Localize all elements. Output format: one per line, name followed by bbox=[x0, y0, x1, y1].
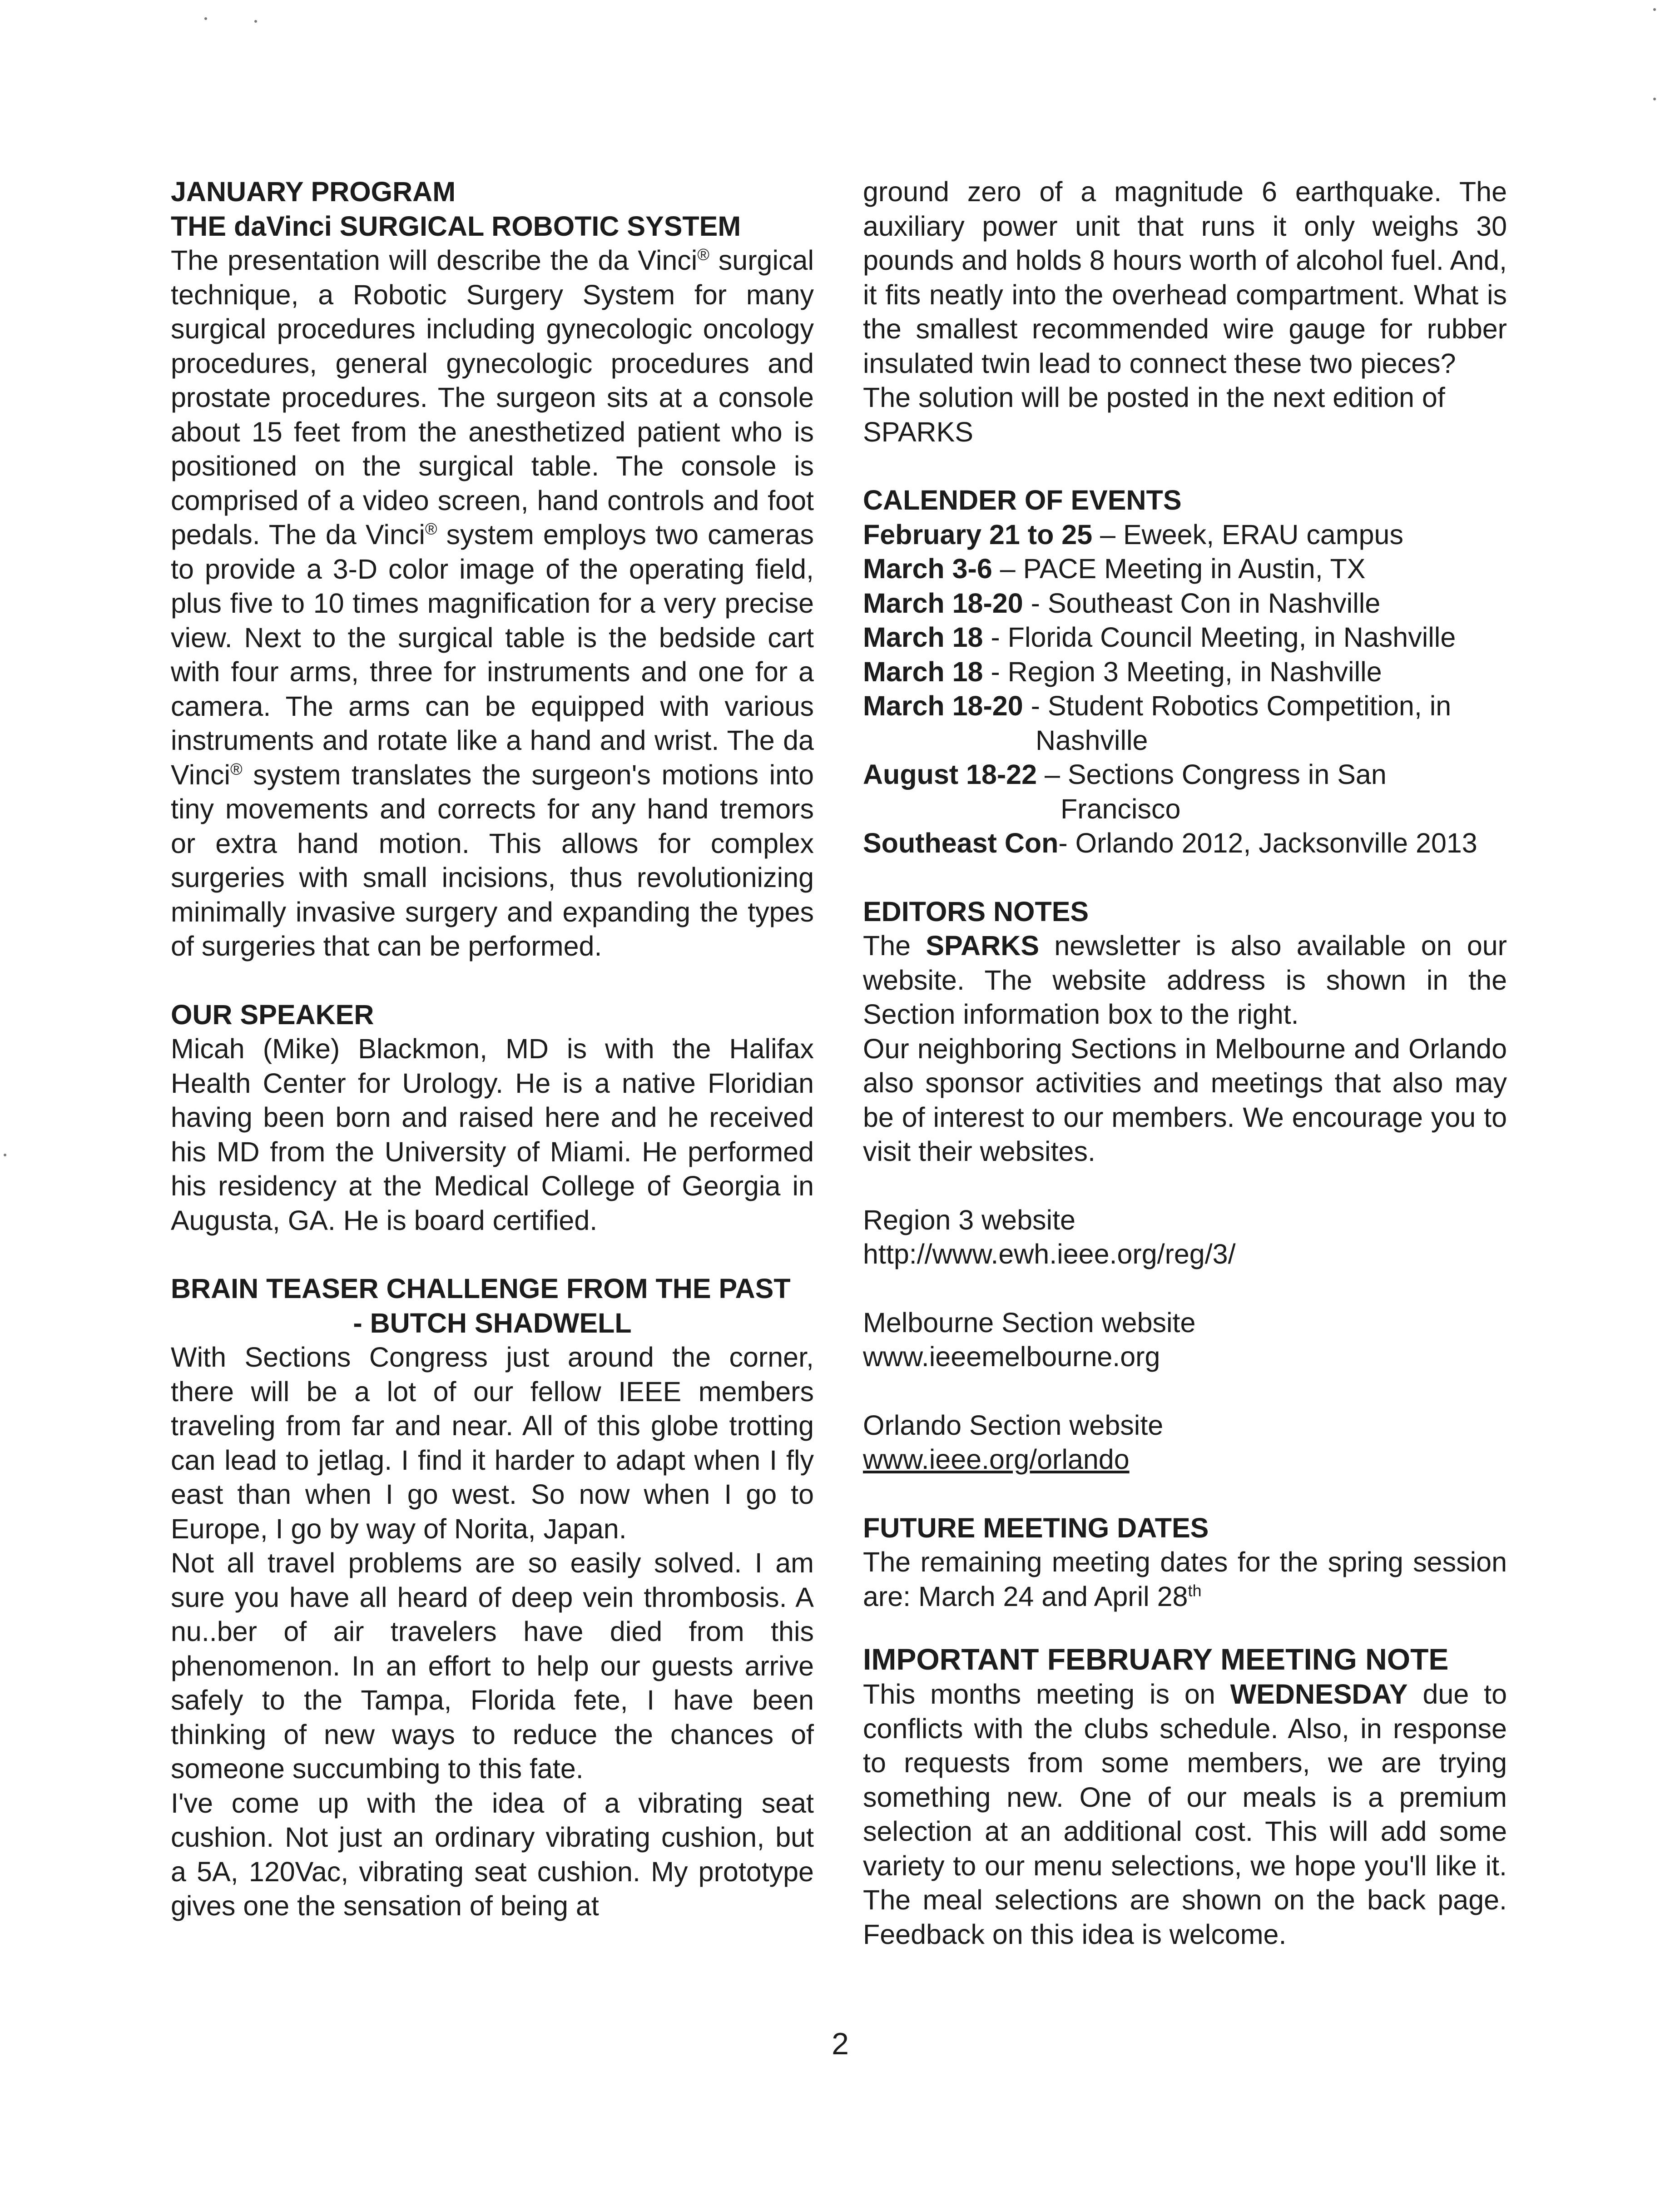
melbourne-label: Melbourne Section website bbox=[863, 1307, 1196, 1338]
event-item: March 18 - Region 3 Meeting, in Nashville bbox=[863, 656, 1382, 687]
scan-speck bbox=[4, 1154, 6, 1156]
future-body: The remaining meeting dates for the spring session are: March 24 and April 28th bbox=[863, 1547, 1507, 1612]
scan-speck bbox=[1653, 8, 1656, 11]
registered-mark: ® bbox=[697, 245, 709, 264]
teaser-continuation: ground zero of a magnitude 6 earthquake. The auxiliary power unit that runs it only weighs 30 pounds and holds 8 hours worth of alcohol fuel. And, it fits neatly into the overhead compartment. What is the smallest recommended wire gauge for rubber insulated twin lead to connect these two pieces? bbox=[863, 176, 1507, 379]
region3-link[interactable]: http://www.ewh.ieee.org/reg/3/ bbox=[863, 1239, 1236, 1269]
teaser-heading: BRAIN TEASER CHALLENGE FROM THE PAST bbox=[171, 1273, 791, 1304]
event-item: February 21 to 25 – Eweek, ERAU campus bbox=[863, 519, 1403, 550]
region3-label: Region 3 website bbox=[863, 1204, 1075, 1235]
scan-speck bbox=[1653, 98, 1656, 100]
event-item: March 18 - Florida Council Meeting, in Nashville bbox=[863, 622, 1456, 653]
program-title: THE daVinci SURGICAL ROBOTIC SYSTEM bbox=[171, 210, 741, 242]
important-body: This months meeting is on WEDNESDAY due to conflicts with the clubs schedule. Also, in response to requests from some members, we are trying something new. One of our meals is a premium selection at an additional cost. This will add some variety to our menu selections, we hope you'll like it. The meal selections are shown on the back page. Feedback on this idea is welcome. bbox=[863, 1679, 1507, 1950]
right-column bbox=[863, 175, 1507, 1952]
registered-mark: ® bbox=[230, 759, 243, 778]
teaser-paragraph-1: With Sections Congress just around the corner, there will be a lot of our fellow IEEE members traveling from far and near. All of this globe trotting can lead to jetlag. I find it harder to adapt when I fly east than when I go west. So now when I go to Europe, I go by way of Norita, Japan. bbox=[171, 1342, 814, 1544]
teaser-paragraph-2: Not all travel problems are so easily solved. I am sure you have all heard of deep vein thrombosis. A nu..ber of air travelers have died from this phenomenon. In an effort to help our guests arrive safely to the Tampa, Florida fete, I have been thinking of new ways to reduce the chances of someone succumbing to this fate. bbox=[171, 1547, 814, 1784]
editors-heading: EDITORS NOTES bbox=[863, 896, 1089, 927]
important-heading: IMPORTANT FEBRUARY MEETING NOTE bbox=[863, 1642, 1449, 1676]
editors-paragraph-1: The SPARKS newsletter is also available on our website. The website address is shown in the Section information box to the right. bbox=[863, 930, 1507, 1030]
orlando-label: Orlando Section website bbox=[863, 1409, 1164, 1441]
teaser-paragraph-3: I've come up with the idea of a vibrating seat cushion. Not just an ordinary vibrating cushion, but a 5A, 120Vac, vibrating seat cushion. My prototype gives one the sensation of being at bbox=[171, 1787, 814, 1921]
event-item-continuation: Nashville bbox=[1036, 724, 1148, 756]
editors-paragraph-2: Our neighboring Sections in Melbourne and Orlando also sponsor activities and meetings that also may be of interest to our members. We encourage you to visit their websites. bbox=[863, 1033, 1507, 1167]
program-heading: JANUARY PROGRAM bbox=[171, 176, 456, 207]
event-item: Southeast Con- Orlando 2012, Jacksonville 2013 bbox=[863, 828, 1477, 858]
speaker-body: Micah (Mike) Blackmon, MD is with the Halifax Health Center for Urology. He is a native Floridian having been born and raised here and he received his MD from the University of Miami. He performed his residency at the Medical College of Georgia in Augusta, GA. He is board certified. bbox=[171, 1033, 814, 1236]
melbourne-link[interactable]: www.ieeemelbourne.org bbox=[863, 1341, 1160, 1372]
speaker-heading: OUR SPEAKER bbox=[171, 999, 374, 1030]
event-item-continuation: Francisco bbox=[1061, 793, 1181, 824]
future-heading: FUTURE MEETING DATES bbox=[863, 1512, 1209, 1543]
scan-speck bbox=[254, 20, 257, 23]
left-column bbox=[171, 175, 814, 1923]
calendar-heading: CALENDER OF EVENTS bbox=[863, 485, 1182, 516]
page-number: 2 bbox=[832, 2027, 849, 2061]
registered-mark: ® bbox=[425, 519, 437, 538]
event-item: March 3-6 – PACE Meeting in Austin, TX bbox=[863, 553, 1366, 584]
event-item: August 18-22 – Sections Congress in San bbox=[863, 759, 1387, 790]
scan-speck bbox=[204, 17, 207, 20]
event-item: March 18-20 - Student Robotics Competition, in bbox=[863, 690, 1452, 721]
teaser-solution: The solution will be posted in the next edition of SPARKS bbox=[863, 382, 1445, 447]
teaser-author: - BUTCH SHADWELL bbox=[353, 1307, 632, 1338]
event-item: March 18-20 - Southeast Con in Nashville bbox=[863, 587, 1381, 619]
orlando-link[interactable]: www.ieee.org/orlando bbox=[863, 1444, 1130, 1475]
program-body: The presentation will describe the da Vinci® surgical technique, a Robotic Surgery System for many surgical procedures including gynecologic oncology procedures, general gynecologic procedures and prostate procedures. The surgeon sits at a console about 15 feet from the anesthetized patient who is positioned on the surgical table. The console is comprised of a video screen, hand controls and foot pedals. The da Vinci® system employs two cameras to provide a 3-D color image of the operating field, plus five to 10 times magnification for a very precise view. Next to the surgical table is the bedside cart with four arms, three for instruments and one for a camera. The arms can be equipped with various instruments and rotate like a hand and wrist. The da Vinci® system translates the surgeon's motions into tiny movements and corrects for any hand tremors or extra hand motion. This allows for complex surgeries with small incisions, thus revolutionizing minimally invasive surgery and expanding the types of surgeries that can be performed. bbox=[171, 245, 814, 962]
